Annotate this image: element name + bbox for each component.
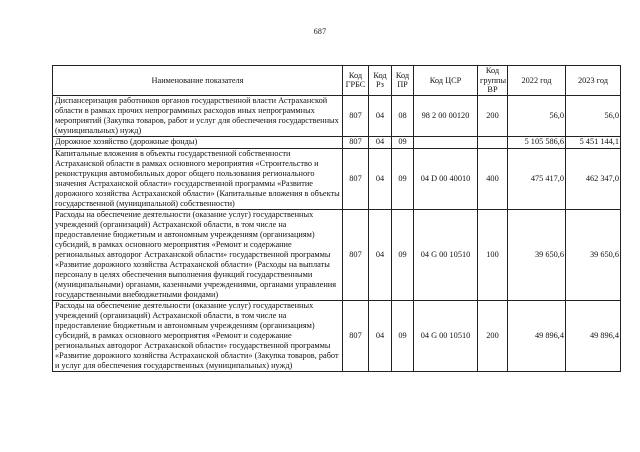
row-csr bbox=[414, 136, 478, 148]
row-grbs: 807 bbox=[343, 136, 369, 148]
row-rz: 04 bbox=[369, 148, 392, 209]
row-csr: 04 G 00 10510 bbox=[414, 300, 478, 371]
row-rz: 04 bbox=[369, 95, 392, 136]
row-name: Расходы на обеспечение деятельности (оказание услуг) государственных учреждений (организаций) Астраханской области, в том числе на предоставление бюджетным и автономным учреждениям (организациям) субсидий, в рамках основного мероприятия «Ремонт и содержание региональных автодорог Астраханской области» государственной программы «Развитие дорожного хозяйства Астраханской области» (Расходы на выплаты персоналу в целях обеспечения выполнения функций государственными (муниципальными) органами, казенными учреждениями, органами управления государственными внебюджетными фондами) bbox=[53, 209, 343, 300]
row-2022: 49 896,4 bbox=[508, 300, 566, 371]
table-row bbox=[53, 148, 621, 209]
row-csr: 04 D 00 40010 bbox=[414, 148, 478, 209]
row-2022: 56,0 bbox=[508, 95, 566, 136]
row-vr bbox=[478, 136, 508, 148]
row-rz: 04 bbox=[369, 209, 392, 300]
row-grbs: 807 bbox=[343, 209, 369, 300]
row-pr: 09 bbox=[392, 148, 414, 209]
header-vr: Код группы ВР bbox=[478, 66, 508, 96]
table-row bbox=[53, 136, 621, 148]
row-pr: 08 bbox=[392, 95, 414, 136]
header-grbs: Код ГРБС bbox=[343, 66, 369, 96]
row-name: Дорожное хозяйство (дорожные фонды) bbox=[53, 136, 343, 148]
row-pr: 09 bbox=[392, 136, 414, 148]
header-csr: Код ЦСР bbox=[414, 66, 478, 96]
row-2023: 56,0 bbox=[566, 95, 621, 136]
budget-table bbox=[52, 65, 621, 372]
row-vr: 100 bbox=[478, 209, 508, 300]
row-2022: 475 417,0 bbox=[508, 148, 566, 209]
row-2023: 462 347,0 bbox=[566, 148, 621, 209]
row-csr: 98 2 00 00120 bbox=[414, 95, 478, 136]
row-grbs: 807 bbox=[343, 95, 369, 136]
row-name: Капитальные вложения в объекты государственной собственности Астраханской области в рамках основного мероприятия «Строительство и реконструкция автомобильных дорог общего пользования регионального значения Астраханской области» государственной программы «Развитие дорожного хозяйства Астраханской области» (Капитальные вложения в объекты государственной (муниципальной) собственности) bbox=[53, 148, 343, 209]
row-2023: 49 896,4 bbox=[566, 300, 621, 371]
row-rz: 04 bbox=[369, 136, 392, 148]
row-2023: 5 451 144,1 bbox=[566, 136, 621, 148]
row-vr: 400 bbox=[478, 148, 508, 209]
row-csr: 04 G 00 10510 bbox=[414, 209, 478, 300]
row-pr: 09 bbox=[392, 300, 414, 371]
row-name: Расходы на обеспечение деятельности (оказание услуг) государственных учреждений (организаций) Астраханской области, в том числе на предоставление бюджетным и автономным учреждениям (организациям) субсидий, в рамках основного мероприятия «Ремонт и содержание региональных автодорог Астраханской области» государственной программы «Развитие дорожного хозяйства Астраханской области» (Закупка товаров, работ и услуг для обеспечения государственных (муниципальных) нужд) bbox=[53, 300, 343, 371]
row-pr: 09 bbox=[392, 209, 414, 300]
page-number: 687 bbox=[313, 27, 327, 36]
header-rz: Код Рз bbox=[369, 66, 392, 96]
row-grbs: 807 bbox=[343, 148, 369, 209]
row-grbs: 807 bbox=[343, 300, 369, 371]
row-vr: 200 bbox=[478, 95, 508, 136]
row-name: Диспансеризация работников органов государственной власти Астраханской области в рамках прочих непрограммных расходов иных непрограммных мероприятий (Закупка товаров, работ и услуг для обеспечения государственных (муниципальных) нужд) bbox=[53, 95, 343, 136]
table-header-row bbox=[53, 66, 621, 96]
row-rz: 04 bbox=[369, 300, 392, 371]
table-row bbox=[53, 300, 621, 371]
table-row bbox=[53, 209, 621, 300]
row-2023: 39 650,6 bbox=[566, 209, 621, 300]
row-vr: 200 bbox=[478, 300, 508, 371]
header-pr: Код ПР bbox=[392, 66, 414, 96]
row-2022: 39 650,6 bbox=[508, 209, 566, 300]
header-name: Наименование показателя bbox=[53, 66, 343, 96]
header-2022: 2022 год bbox=[508, 66, 566, 96]
table-row bbox=[53, 95, 621, 136]
row-2022: 5 105 586,6 bbox=[508, 136, 566, 148]
header-2023: 2023 год bbox=[566, 66, 621, 96]
